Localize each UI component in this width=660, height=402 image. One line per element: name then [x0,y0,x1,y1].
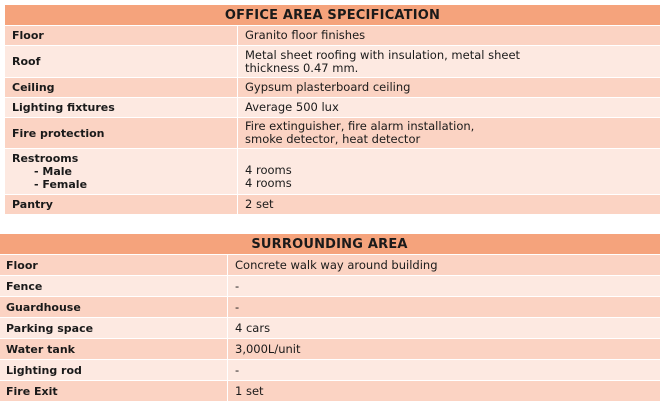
table-row [5,46,660,78]
row-value: 1 set [228,381,660,402]
table-row [0,318,660,339]
row-value: - [228,297,660,318]
row-label: Ceiling [5,78,238,98]
row-label: Floor [0,255,228,276]
row-label: Fence [0,276,228,297]
row-value: 2 set [238,195,660,215]
row-label: Guardhouse [0,297,228,318]
table-row [5,149,660,195]
surrounding-area-table [0,233,660,402]
table-row [0,339,660,360]
value-line: thickness 0.47 mm. [245,62,660,75]
sub-label-male: - Male [12,165,237,178]
row-label: Water tank [0,339,228,360]
value-line: 4 rooms [245,164,660,177]
row-label [5,149,238,195]
row-label: Parking space [0,318,228,339]
value-line: Metal sheet roofing with insulation, metal sheet [245,49,660,62]
row-value: Concrete walk way around building [228,255,660,276]
table-row [0,381,660,402]
table-row [0,297,660,318]
table-row [5,78,660,98]
row-value: 4 cars [228,318,660,339]
value-line: 4 rooms [245,177,660,190]
row-label: Fire Exit [0,381,228,402]
row-value [238,149,660,195]
value-line: smoke detector, heat detector [245,133,660,146]
value-line: Fire extinguisher, fire alarm installation, [245,120,660,133]
row-value: - [228,276,660,297]
office-spec-title: OFFICE AREA SPECIFICATION [5,5,660,26]
row-label: Pantry [5,195,238,215]
row-value: 3,000L/unit [228,339,660,360]
restrooms-label: Restrooms [12,152,237,165]
row-label: Roof [5,46,238,78]
row-value: Granito floor finishes [238,26,660,46]
table-row [0,360,660,381]
row-label: Floor [5,26,238,46]
row-value: - [228,360,660,381]
table-row [5,118,660,149]
table-row [0,255,660,276]
row-label: Fire protection [5,118,238,149]
row-value [238,46,660,78]
row-value [238,118,660,149]
row-value: Gypsum plasterboard ceiling [238,78,660,98]
table-row [5,26,660,46]
row-value: Average 500 lux [238,98,660,118]
sub-label-female: - Female [12,178,237,191]
row-label: Lighting rod [0,360,228,381]
table-row [0,276,660,297]
surrounding-area-title: SURROUNDING AREA [0,234,660,255]
table-row [5,98,660,118]
table-row [5,195,660,215]
office-spec-table [4,4,660,215]
row-label: Lighting fixtures [5,98,238,118]
